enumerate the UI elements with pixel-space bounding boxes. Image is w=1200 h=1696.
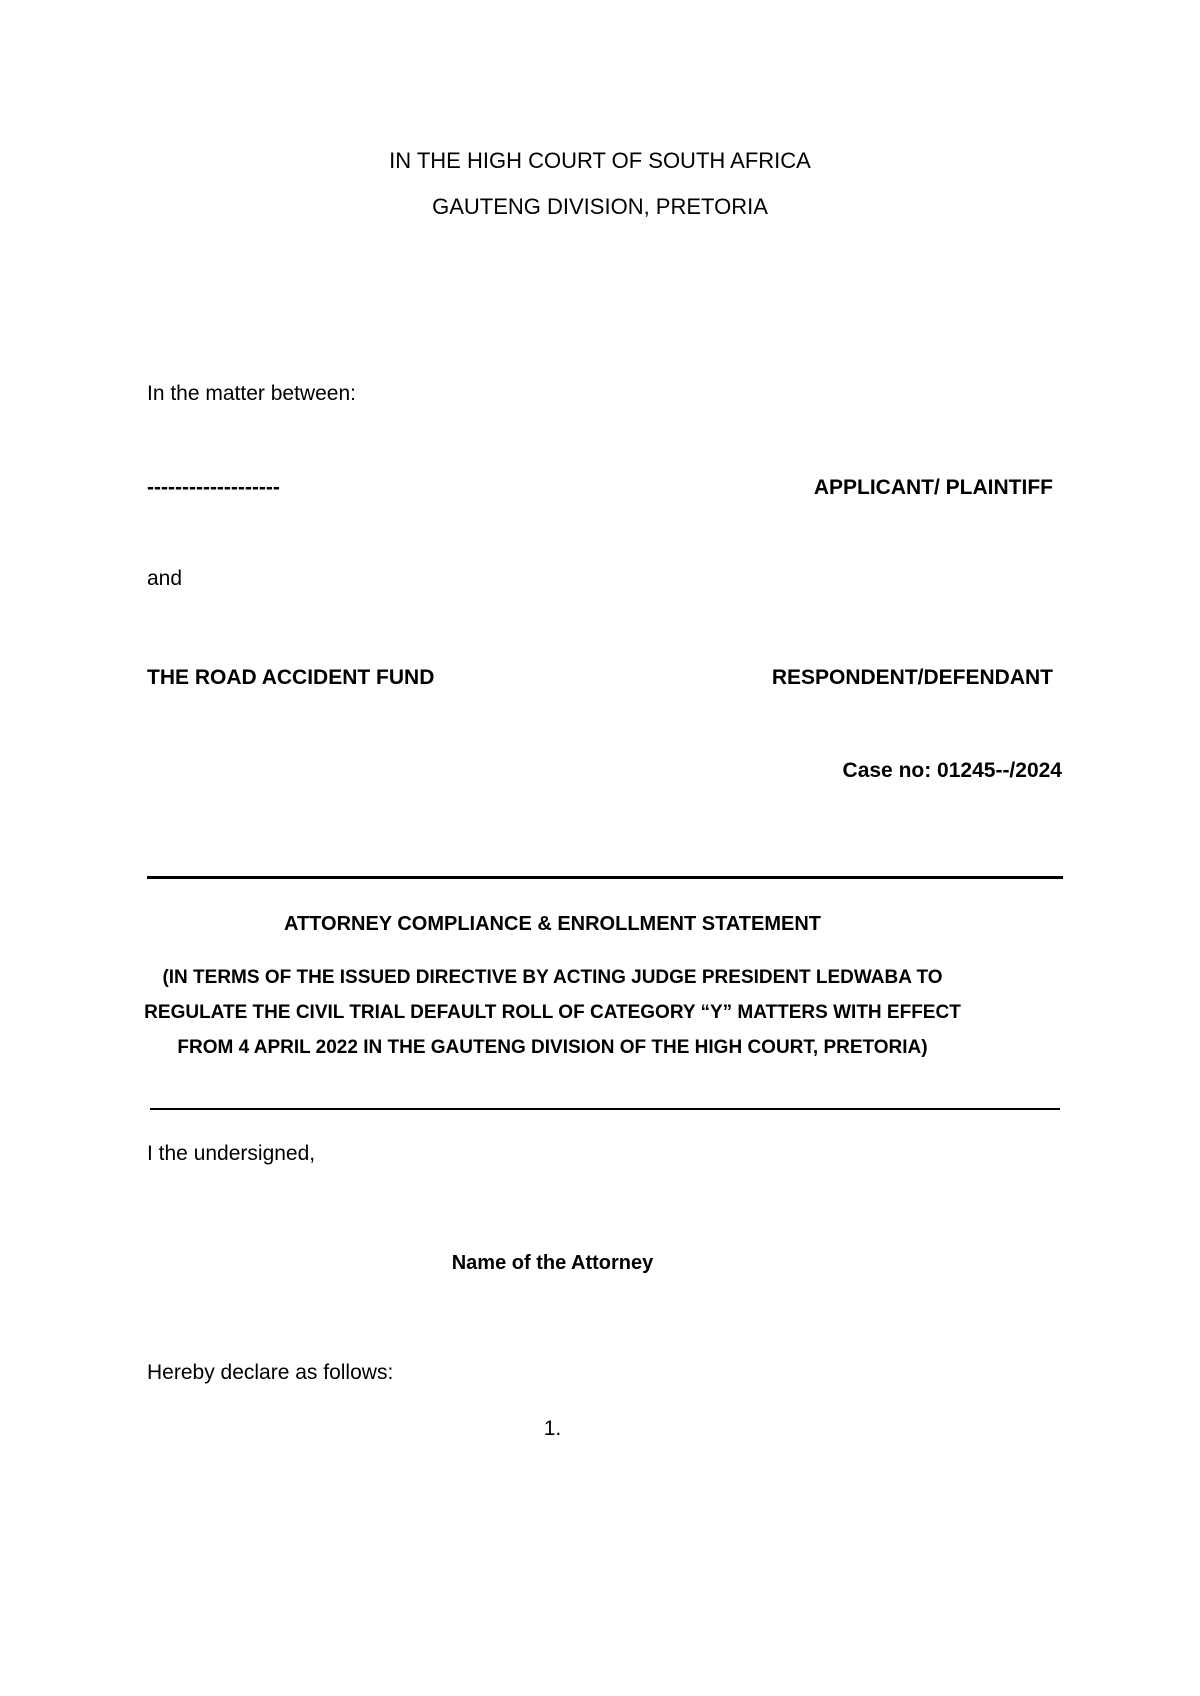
respondent-name: THE ROAD ACCIDENT FUND (147, 666, 435, 689)
court-title-line-1: IN THE HIGH COURT OF SOUTH AFRICA (389, 148, 811, 173)
court-title-line-2: GAUTENG DIVISION, PRETORIA (432, 194, 768, 219)
respondent-role-label: RESPONDENT/DEFENDANT (771, 666, 1053, 689)
conjunction-text: and (147, 567, 183, 590)
directive-line-1: (IN TERMS OF THE ISSUED DIRECTIVE BY ACTING JUDGE PRESIDENT LEDWABA TO (162, 967, 943, 988)
statement-divider-rule (150, 1108, 1060, 1110)
statement-title: ATTORNEY COMPLIANCE & ENROLLMENT STATEMENT (283, 913, 822, 935)
applicant-role-label: APPLICANT/ PLAINTIFF (813, 476, 1053, 499)
declare-intro-text: Hereby declare as follows: (147, 1361, 394, 1384)
case-number: Case no: 01245--/2024 (842, 759, 1062, 782)
applicant-name-placeholder: ------------------- (147, 476, 280, 499)
undersigned-text: I the undersigned, (147, 1142, 316, 1165)
attorney-name-placeholder: Name of the Attorney (451, 1252, 654, 1274)
paragraph-number: 1. (543, 1417, 562, 1440)
matter-between-text: In the matter between: (147, 382, 356, 405)
directive-line-2: REGULATE THE CIVIL TRIAL DEFAULT ROLL OF CATEGORY “Y” MATTERS WITH EFFECT (144, 1002, 961, 1023)
heading-divider-rule (147, 876, 1063, 879)
directive-line-3: FROM 4 APRIL 2022 IN THE GAUTENG DIVISION OF THE HIGH COURT, PRETORIA) (177, 1037, 928, 1058)
